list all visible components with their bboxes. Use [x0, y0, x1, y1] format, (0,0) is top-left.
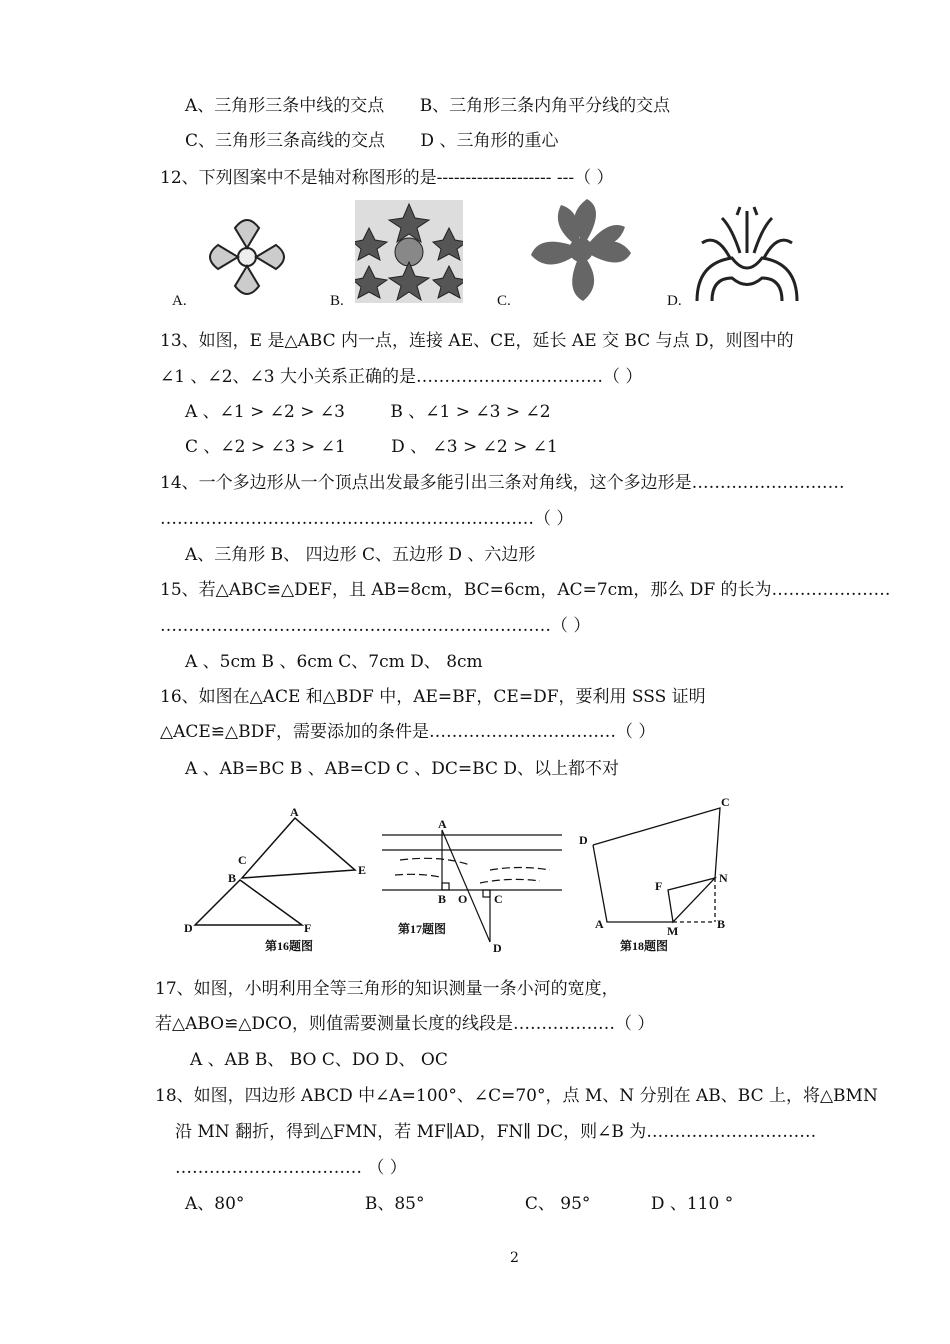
q13-stem-line2: ∠1 、∠2、∠3 大小关系正确的是……………………………（ ） [160, 367, 643, 387]
q17-stem-line2: 若△ABO≌△DCO，则值需要测量长度的线段是………………（ ） [155, 1014, 655, 1034]
q14-stem-line1: 14、一个多边形从一个顶点出发最多能引出三条对角线，这个多边形是……………………… [160, 473, 845, 493]
figure-16 [180, 800, 380, 955]
fig16-label-e: E [358, 863, 367, 877]
fig17-label-c: C [494, 892, 503, 906]
q12-stem: 12、下列图案中不是轴对称图形的是-------------------- ---（ ） [160, 168, 614, 188]
fig18-label-n: N [719, 871, 728, 885]
q16-stem-line2: △ACE≌△BDF，需要添加的条件是……………………………（ ） [160, 722, 656, 742]
fig16-label-a: A [290, 805, 299, 819]
q13-options-row2 [185, 436, 558, 458]
fig18-label-d: D [579, 833, 588, 847]
q11-options-row1 [185, 95, 670, 117]
q12-label-c: C. [497, 293, 511, 309]
fig18-label-c: C [721, 795, 730, 809]
fig16-label-d: D [184, 921, 193, 935]
q13-option-a: A 、∠1 > ∠2 > ∠3 [185, 402, 345, 422]
page-number: 2 [510, 1250, 519, 1266]
fig17-label-a: A [438, 817, 447, 831]
q17-options: A 、AB B、 BO C、DO D、 OC [190, 1050, 448, 1070]
q11-options-row2 [185, 130, 558, 152]
q12-label-b: B. [330, 293, 344, 309]
q12-label-a: A. [172, 293, 187, 309]
fig17-label-b: B [438, 892, 447, 906]
q18-stem-line3: …………………………… （ ） [175, 1158, 407, 1178]
fig18-label-f: F [655, 879, 663, 893]
q12-figure-a [195, 210, 300, 305]
q16-options: A 、AB=BC B 、AB=CD C 、DC=BC D、以上都不对 [185, 759, 620, 779]
fig17-caption: 第17题图 [398, 922, 447, 936]
fig16-label-c: C [238, 853, 247, 867]
q12-figure-c [525, 195, 637, 305]
fig18-caption: 第18题图 [620, 939, 669, 953]
q13-stem-line1: 13、如图，E 是△ABC 内一点，连接 AE、CE，延长 AE 交 BC 与点 D，则图中的 [160, 331, 794, 351]
q18-stem-line2: 沿 MN 翻折，得到△FMN，若 MF∥AD，FN∥ DC，则∠B 为………………………… [175, 1122, 817, 1142]
q18-option-c: C、 95° [524, 1194, 591, 1214]
q13-options-row1 [185, 401, 551, 423]
q15-stem-line2: ……………………………………………………………（ ） [160, 616, 591, 636]
q11-option-b: B、三角形三条内角平分线的交点 [419, 96, 671, 116]
q18-options [185, 1193, 733, 1215]
fig17-label-d: D [493, 941, 502, 955]
q16-stem-line1: 16、如图在△ACE 和△BDF 中，AE=BF，CE=DF，要利用 SSS 证明 [160, 687, 706, 707]
q18-stem-line1: 18、如图，四边形 ABCD 中∠A=100°、∠C=70°，点 M、N 分别在 AB、BC 上，将△BMN [155, 1086, 878, 1106]
q12-figure-d [692, 203, 802, 303]
q14-options: A、三角形 B、 四边形 C、五边形 D 、六边形 [185, 545, 536, 565]
q15-options: A 、5cm B 、6cm C、7cm D、 8cm [185, 652, 483, 672]
q13-option-b: B 、∠1 > ∠3 > ∠2 [390, 402, 551, 422]
q18-option-a: A、80° [185, 1194, 245, 1214]
fig16-caption: 第16题图 [265, 939, 314, 953]
q17-stem-line1: 17、如图，小明利用全等三角形的知识测量一条小河的宽度， [155, 979, 619, 999]
q18-option-b: B、85° [364, 1194, 425, 1214]
q12-label-d: D. [667, 293, 682, 309]
q11-option-c: C、三角形三条高线的交点 [185, 131, 386, 151]
fig18-label-m: M [667, 924, 679, 938]
q11-option-d: D 、三角形的重心 [420, 131, 559, 151]
fig18-label-b: B [717, 917, 726, 931]
q13-option-c: C 、∠2 > ∠3 > ∠1 [185, 437, 346, 457]
fig17-label-o: O [458, 892, 468, 906]
q18-option-d: D 、110 ° [650, 1194, 734, 1214]
q14-stem-line2: …………………………………………………………（ ） [160, 509, 574, 529]
fig16-label-b: B [228, 871, 237, 885]
figure-17 [380, 815, 565, 955]
fig16-label-f: F [304, 921, 312, 935]
q11-option-a: A、三角形三条中线的交点 [185, 96, 385, 116]
q15-stem-line1: 15、若△ABC≌△DEF，且 AB=8cm，BC=6cm，AC=7cm，那么 DF 的长为………………… [160, 580, 891, 600]
q12-figure-b [355, 200, 463, 303]
figure-18 [575, 790, 750, 955]
fig18-label-a: A [595, 917, 604, 931]
q13-option-d: D 、 ∠3 > ∠2 > ∠1 [391, 437, 558, 457]
